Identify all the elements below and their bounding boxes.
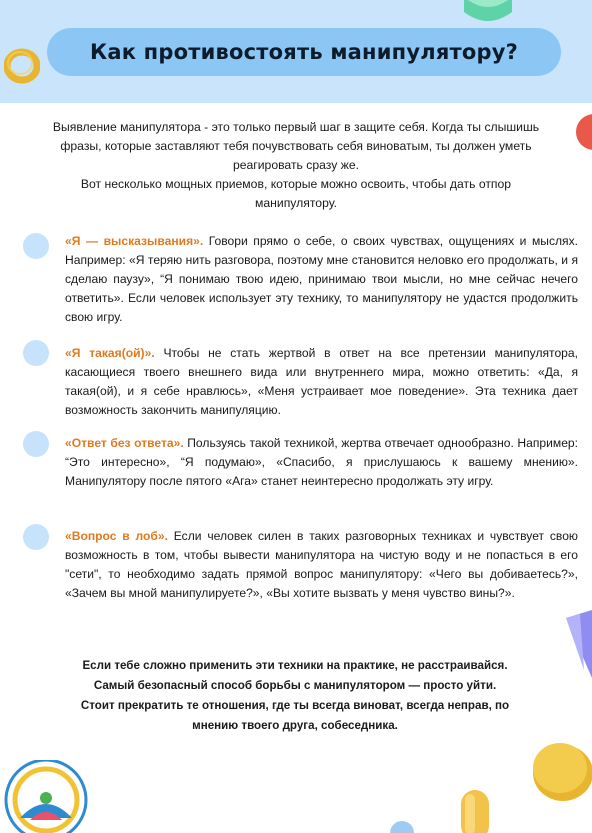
intro-paragraph-1: Выявление манипулятора - это только первый шаг в защите себя. Когда ты слышишь фразы, которые заставляют тебя почувствовать себя виноватым, ты должен уметь реагировать сразу же. — [52, 120, 540, 172]
title-pill — [47, 28, 561, 76]
technique-text: Чтобы не стать жертвой в ответ на все претензии манипулятора, касающиеся твоего внешнего вида или внутреннего мира, можно ответить: «Да, я такая(ой), и я себе нравлюсь», «Меня устраивает мое поведение». Эта техника дает возможность закончить манипуляцию. — [65, 346, 578, 417]
green-cylinder-decoration — [460, 0, 516, 30]
technique-name: «Я — высказывания». — [65, 234, 204, 248]
yellow-capsule-decoration — [455, 786, 495, 833]
bullet-circle — [23, 340, 49, 366]
technique-text: Говори прямо о себе, о своих чувствах, ощущениях и мыслях. Например: «Я теряю нить разговора, поэтому мне становится неловко его продолжать, и я сделаю паузу», “Я понимаю твою идею, принимаю твои мысли, но мне сейчас нечего ответить». Если человек использует эту технику, то манипулятору не удастся продолжить свою игру. — [65, 234, 579, 324]
closing-text — [70, 656, 520, 736]
technique-name: «Я такая(ой)». — [65, 346, 155, 360]
page-title: Как противостоять манипулятору? — [89, 40, 519, 64]
red-sphere-decoration — [575, 113, 592, 151]
bullet-circle — [23, 431, 49, 457]
closing-line-1: Если тебе сложно применить эти техники на практике, не расстраивайся. — [82, 659, 508, 672]
purple-cone-decoration — [560, 610, 592, 680]
technique-item — [65, 434, 578, 491]
technique-item — [65, 344, 578, 420]
technique-text: Если человек силен в таких разговорных техниках и чувствует свою возможность в том, чтобы вывести манипулятора на чистую воду и не попасться в его "сети", то необходимо задать прямой вопрос манипулятору: «Чего вы добиваетесь?», «Зачем вы мной манипулируете?», «Вы хотите вызвать у меня чувство вины?». — [65, 529, 578, 600]
closing-line-2: Самый безопасный способ борьбы с манипулятором — просто уйти. — [93, 679, 497, 692]
organization-logo — [0, 760, 95, 833]
gold-ring-decoration — [4, 48, 40, 84]
technique-name: «Ответ без ответа». — [65, 436, 184, 450]
blue-sphere-decoration — [390, 820, 414, 833]
technique-item — [65, 232, 578, 327]
technique-name: «Вопрос в лоб». — [65, 529, 168, 543]
yellow-coin-decoration — [530, 740, 592, 802]
technique-item — [65, 527, 578, 603]
bullet-circle — [23, 233, 49, 259]
closing-line-3: Стоит прекратить те отношения, где ты всегда виноват, всегда неправ, по мнению твоего друга, собеседника. — [80, 699, 510, 732]
technique-text: Пользуясь такой техникой, жертва отвечает однообразно. Например: “Это интересно», “Я подумаю», «Спасибо, я прислушаюсь к вашему мнению». Манипулятору после пятого «Ага» станет неинтересно продолжать эту игру. — [65, 436, 579, 488]
bullet-circle — [23, 524, 49, 550]
intro-paragraph-2: Вот несколько мощных приемов, которые можно освоить, чтобы дать отпор манипулятору. — [80, 177, 512, 210]
intro-text — [40, 118, 552, 213]
